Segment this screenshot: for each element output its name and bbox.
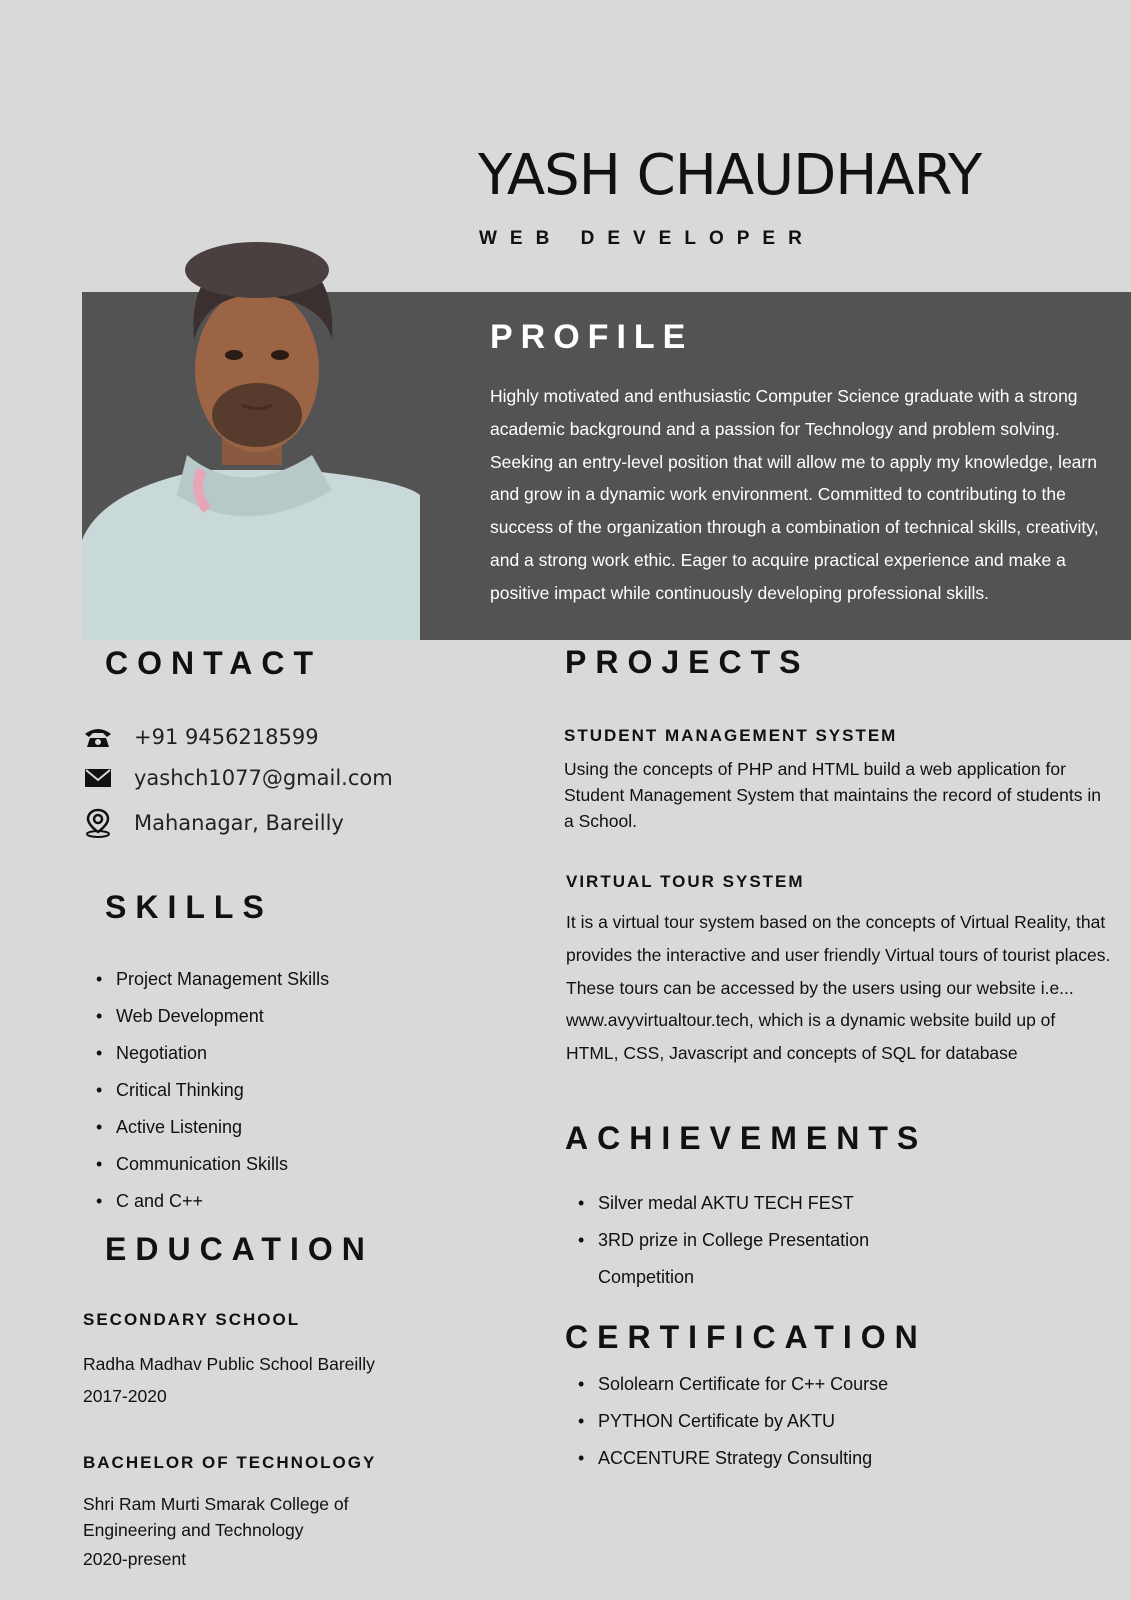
location-icon <box>82 808 114 838</box>
skill-item: • Active Listening <box>96 1117 329 1154</box>
education-years: 2017-2020 <box>83 1386 167 1406</box>
mail-icon <box>82 763 114 793</box>
project-title: VIRTUAL TOUR SYSTEM <box>566 872 805 891</box>
education-heading: EDUCATION <box>105 1231 374 1267</box>
certification-item: • ACCENTURE Strategy Consulting <box>578 1440 888 1477</box>
skill-item: • Critical Thinking <box>96 1080 329 1117</box>
email-address: yashch1077@gmail.com <box>134 766 393 790</box>
skill-item: • Negotiation <box>96 1043 329 1080</box>
certification-item: • PYTHON Certificate by AKTU <box>578 1403 888 1440</box>
skill-item: • C and C++ <box>96 1191 329 1228</box>
projects-heading: PROJECTS <box>565 644 810 680</box>
skills-list <box>96 969 329 1228</box>
achievement-item: • 3RD prize in College Presentation Competition <box>578 1222 918 1296</box>
certification-list <box>578 1366 888 1477</box>
education-title: BACHELOR OF TECHNOLOGY <box>83 1453 377 1472</box>
certification-item: • Sololearn Certificate for C++ Course <box>578 1366 888 1403</box>
project-description: It is a virtual tour system based on the concepts of Virtual Reality, that provides the interactive and user friendly Virtual tours of tourist places. These tours can be accessed by the users using our website i.e... www.avyvirtualtour.tech, which is a dynamic website build up of HTML, CSS, Javascript and concepts of SQL for database <box>566 912 1111 1064</box>
contact-phone <box>82 720 319 754</box>
achievements-heading: ACHIEVEMENTS <box>565 1120 928 1156</box>
profile-text: Highly motivated and enthusiastic Computer Science graduate with a strong academic background and a passion for Technology and problem solving. Seeking an entry-level position that will allow me to apply my knowledge, learn and grow in a dynamic work environment. Committed to contributing to the success of the organization through a combination of technical skills, creativity, and a strong work ethic. Eager to acquire practical experience and make a positive impact while continuously developing professional skills. <box>490 386 1099 603</box>
skill-item: • Project Management Skills <box>96 969 329 1006</box>
contact-email <box>82 761 393 795</box>
project-title: STUDENT MANAGEMENT SYSTEM <box>564 726 898 745</box>
contact-location <box>82 806 344 840</box>
location-text: Mahanagar, Bareilly <box>134 811 344 835</box>
achievements-list <box>578 1185 918 1296</box>
phone-icon <box>82 722 114 752</box>
achievement-item: • Silver medal AKTU TECH FEST <box>578 1185 918 1222</box>
education-years: 2020-present <box>83 1549 187 1569</box>
contact-heading: CONTACT <box>105 645 323 681</box>
skill-item: • Communication Skills <box>96 1154 329 1191</box>
certification-heading: CERTIFICATION <box>565 1319 927 1355</box>
phone-number: +91 9456218599 <box>134 725 319 749</box>
education-institution: Shri Ram Murti Smarak College of Engineering and Technology <box>83 1494 349 1540</box>
education-title: SECONDARY SCHOOL <box>83 1310 301 1329</box>
skills-heading: SKILLS <box>105 889 273 925</box>
education-institution: Radha Madhav Public School Bareilly <box>83 1354 375 1374</box>
skill-item: • Web Development <box>96 1006 329 1043</box>
profile-photo <box>82 240 422 640</box>
project-description: Using the concepts of PHP and HTML build a web application for Student Management System that maintains the record of students in a School. <box>564 759 1101 831</box>
job-title: WEB DEVELOPER <box>479 228 815 249</box>
candidate-name: YASH CHAUDHARY <box>478 143 982 208</box>
profile-heading: PROFILE <box>490 318 694 356</box>
